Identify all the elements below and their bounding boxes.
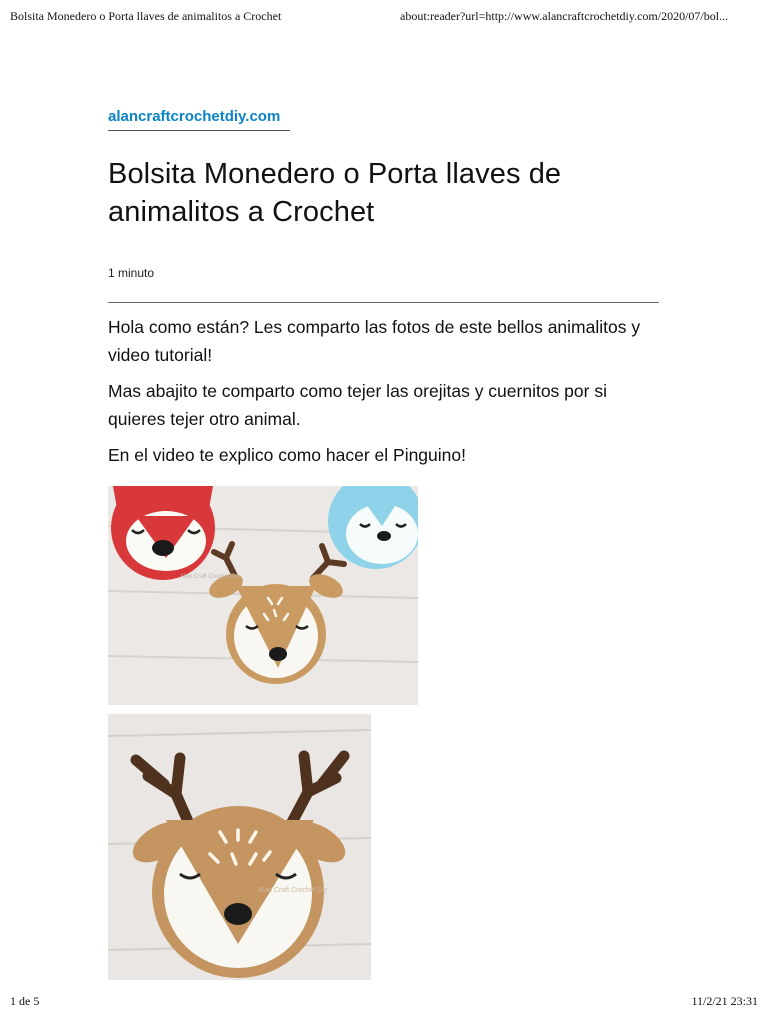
watermark-2: Alan Craft Crochet Diy: [258, 887, 328, 894]
print-footer: [10, 994, 758, 1010]
print-header: [10, 9, 758, 25]
paragraph-video: En el video te explico como hacer el Pinguino!: [108, 445, 466, 465]
paragraph-intro: Hola como están? Les comparto las fotos de este bellos animalitos y video tutorial!: [108, 317, 641, 365]
header-divider: [108, 302, 659, 303]
reading-time: 1 minuto: [108, 266, 155, 280]
article-body: [108, 313, 659, 477]
article-domain-link[interactable]: alancraftcrochetdiy.com: [108, 108, 290, 131]
print-header-title: Bolsita Monedero o Porta llaves de animalitos a Crochet: [10, 9, 282, 23]
page-number: 1 de 5: [10, 994, 40, 1008]
watermark-1: Alan Craft Crochet Diy: [180, 574, 240, 580]
print-datetime: 11/2/21 23:31: [691, 994, 758, 1008]
print-header-url: about:reader?url=http://www.alancraftcrochetdiy.com/2020/07/bol...: [400, 9, 729, 23]
photo-animal-pouches: [108, 486, 418, 705]
article-title: Bolsita Monedero o Porta llaves de animalitos a Crochet: [108, 158, 562, 228]
photo-deer-closeup: [108, 714, 371, 980]
paragraph-ears: Mas abajito te comparto como tejer las orejitas y cuernitos por si quieres tejer otro animal.: [108, 381, 607, 429]
